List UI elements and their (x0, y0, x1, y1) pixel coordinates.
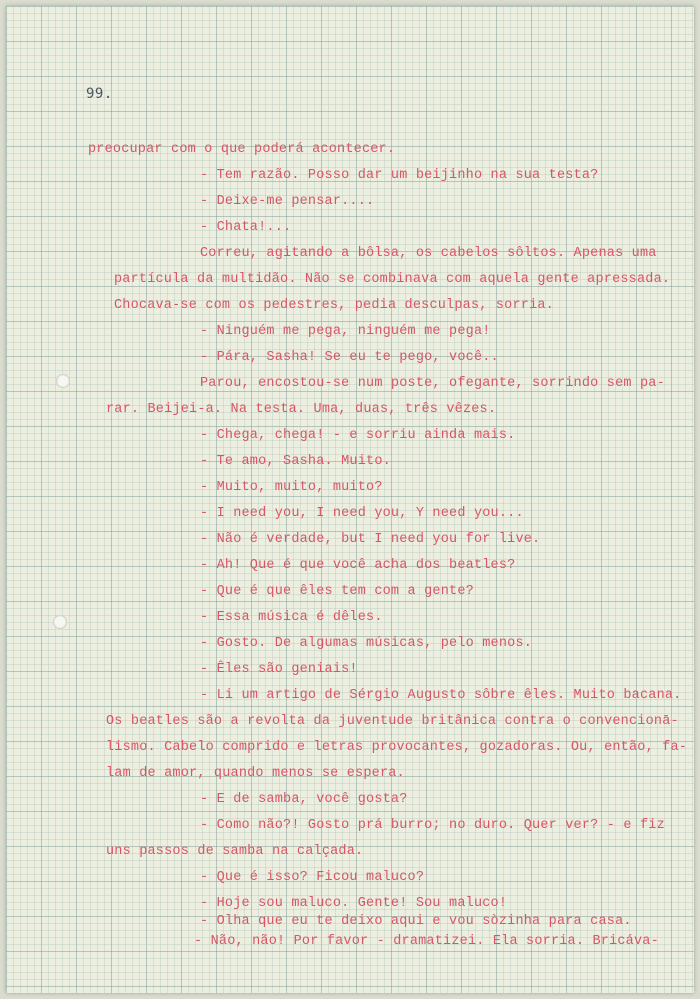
text-line: - Não é verdade, but I need you for live. (200, 532, 541, 547)
text-line: - Que é isso? Ficou maluco? (200, 870, 425, 885)
text-line: - Deixe-me pensar.... (200, 194, 375, 209)
typewritten-page (6, 6, 694, 993)
text-line: - I need you, I need you, Y need you... (200, 506, 524, 521)
text-line: - E de samba, você gosta? (200, 792, 408, 807)
text-line: - Ninguém me pega, ninguém me pega! (200, 324, 491, 339)
text-line: - Pára, Sasha! Se eu te pego, você.. (200, 350, 499, 365)
text-line: preocupar com o que poderá acontecer. (88, 142, 396, 157)
text-line: - Essa música é dêles. (200, 610, 383, 625)
text-line: - Chega, chega! - e sorriu ainda mais. (200, 428, 516, 443)
page-number: 99. (86, 86, 113, 102)
text-line: - Que é que êles tem com a gente? (200, 584, 474, 599)
text-line: uns passos de samba na calçada. (106, 844, 364, 859)
text-line: rar. Beijei-a. Na testa. Uma, duas, três vêzes. (106, 402, 497, 417)
text-line: - Li um artigo de Sérgio Augusto sôbre êles. Muito bacana. (200, 688, 682, 703)
text-line: - Êles são geniais! (200, 662, 358, 677)
text-line: - Tem razão. Posso dar um beijinho na sua testa? (200, 168, 599, 183)
text-line: Os beatles são a revolta da juventude britânica contra o convencionā- (106, 714, 679, 729)
text-line: - Chata!... (200, 220, 292, 235)
text-line: - Gosto. De algumas músicas, pelo menos. (200, 636, 533, 651)
text-line: Parou, encostou-se num poste, ofegante, sorrindo sem pa- (200, 376, 665, 391)
text-line: Chocava-se com os pedestres, pedia desculpas, sorria. (114, 298, 554, 313)
text-line: - Hoje sou maluco. Gente! Sou maluco! (200, 896, 508, 911)
text-line: Correu, agitando a bôlsa, os cabelos sôltos. Apenas uma (200, 246, 657, 261)
text-line: - Como não?! Gosto prá burro; no duro. Quer ver? - e fiz (200, 818, 665, 833)
text-line: lam de amor, quando menos se espera. (106, 766, 405, 781)
text-line: - Te amo, Sasha. Muito. (200, 454, 391, 469)
punch-hole-top (56, 374, 70, 388)
text-line: - Olha que eu te deixo aqui e vou sòzinha para casa. (200, 914, 632, 929)
text-line: - Ah! Que é que você acha dos beatles? (200, 558, 516, 573)
text-line: - Muito, muito, muito? (200, 480, 383, 495)
text-line: partícula da multidão. Não se combinava com aquela gente apressada. (114, 272, 671, 287)
text-line: lismo. Cabelo comprido e letras provocantes, gozadoras. Ou, então, fa- (106, 740, 688, 755)
text-line: - Não, não! Por favor - dramatizei. Ela sorria. Bricáva- (194, 934, 659, 949)
punch-hole-bottom (53, 615, 67, 629)
